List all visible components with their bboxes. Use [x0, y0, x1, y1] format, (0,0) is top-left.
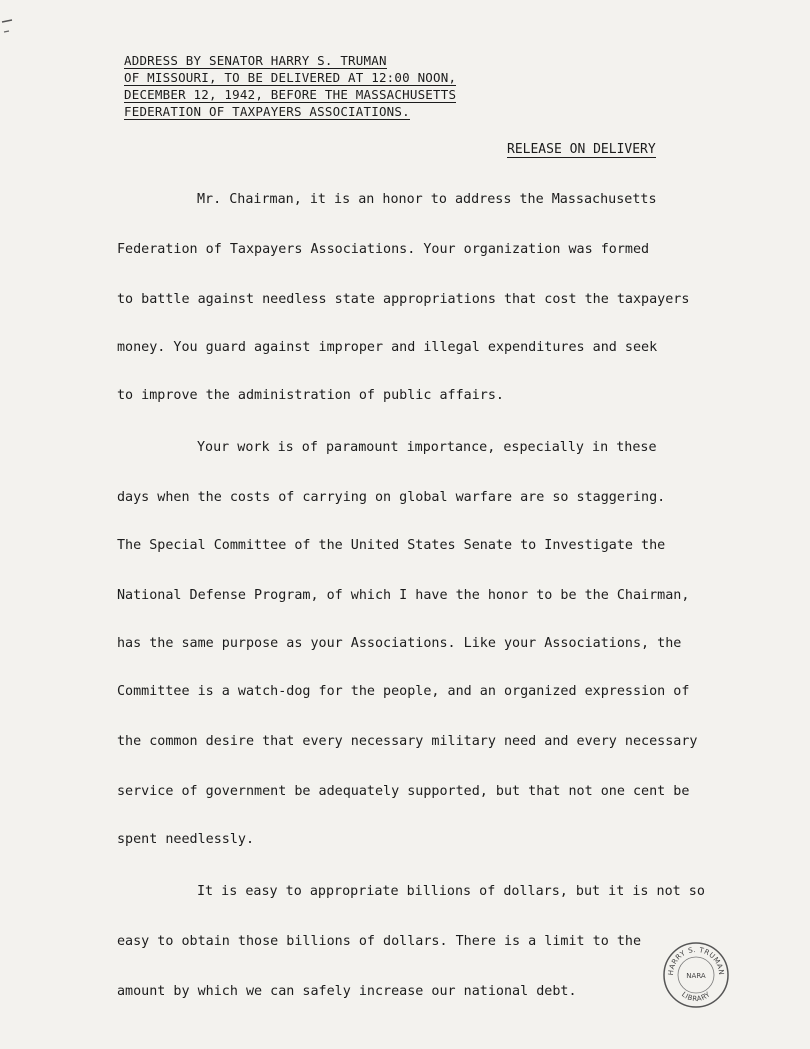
- body-line: to battle against needless state appropriations that cost the taxpayers: [117, 292, 690, 307]
- body-line: It is easy to appropriate billions of dollars, but it is not so: [197, 884, 705, 899]
- body-line: spent needlessly.: [117, 832, 255, 847]
- body-line: The Special Committee of the United States Senate to Investigate the: [117, 538, 666, 553]
- body-line: the common desire that every necessary military need and every necessary: [117, 734, 698, 749]
- body-line: service of government be adequately supported, but that not one cent be: [117, 784, 690, 799]
- header-line: ADDRESS BY SENATOR HARRY S. TRUMAN: [124, 53, 387, 68]
- body-line: has the same purpose as your Associations. Like your Associations, the: [117, 636, 682, 651]
- header-line: OF MISSOURI, TO BE DELIVERED AT 12:00 NOON,: [124, 70, 457, 85]
- edge-marks: [0, 14, 24, 44]
- body-line: Committee is a watch-dog for the people, and an organized expression of: [117, 684, 690, 699]
- stamp-top-text: HARRY S. TRUMAN: [666, 945, 726, 976]
- body-line: amount by which we can safely increase our national debt.: [117, 984, 577, 999]
- body-line: Your work is of paramount importance, especially in these: [197, 440, 657, 455]
- release-note: RELEASE ON DELIVERY: [507, 142, 656, 157]
- header-line: DECEMBER 12, 1942, BEFORE THE MASSACHUSETTS: [124, 87, 457, 102]
- body-line: money. You guard against improper and illegal expenditures and seek: [117, 340, 658, 355]
- stamp-bottom-text: LIBRARY: [680, 990, 712, 1004]
- address-header: [124, 52, 456, 120]
- body-line: easy to obtain those billions of dollars. There is a limit to the: [117, 934, 642, 949]
- edge-tick-icon: [0, 14, 24, 44]
- header-line: FEDERATION OF TAXPAYERS ASSOCIATIONS.: [124, 104, 410, 119]
- body-line: Mr. Chairman, it is an honor to address the Massachusetts: [197, 192, 657, 207]
- body-line: Federation of Taxpayers Associations. Your organization was formed: [117, 242, 650, 257]
- svg-text:LIBRARY: [680, 990, 712, 1003]
- body-line: National Defense Program, of which I have the honor to be the Chairman,: [117, 588, 690, 603]
- body-line: days when the costs of carrying on global warfare are so staggering.: [117, 490, 666, 505]
- library-stamp: [661, 940, 731, 1010]
- library-seal-icon: [661, 940, 731, 1010]
- stamp-center-text: NARA: [686, 972, 706, 980]
- body-line: to improve the administration of public affairs.: [117, 388, 504, 403]
